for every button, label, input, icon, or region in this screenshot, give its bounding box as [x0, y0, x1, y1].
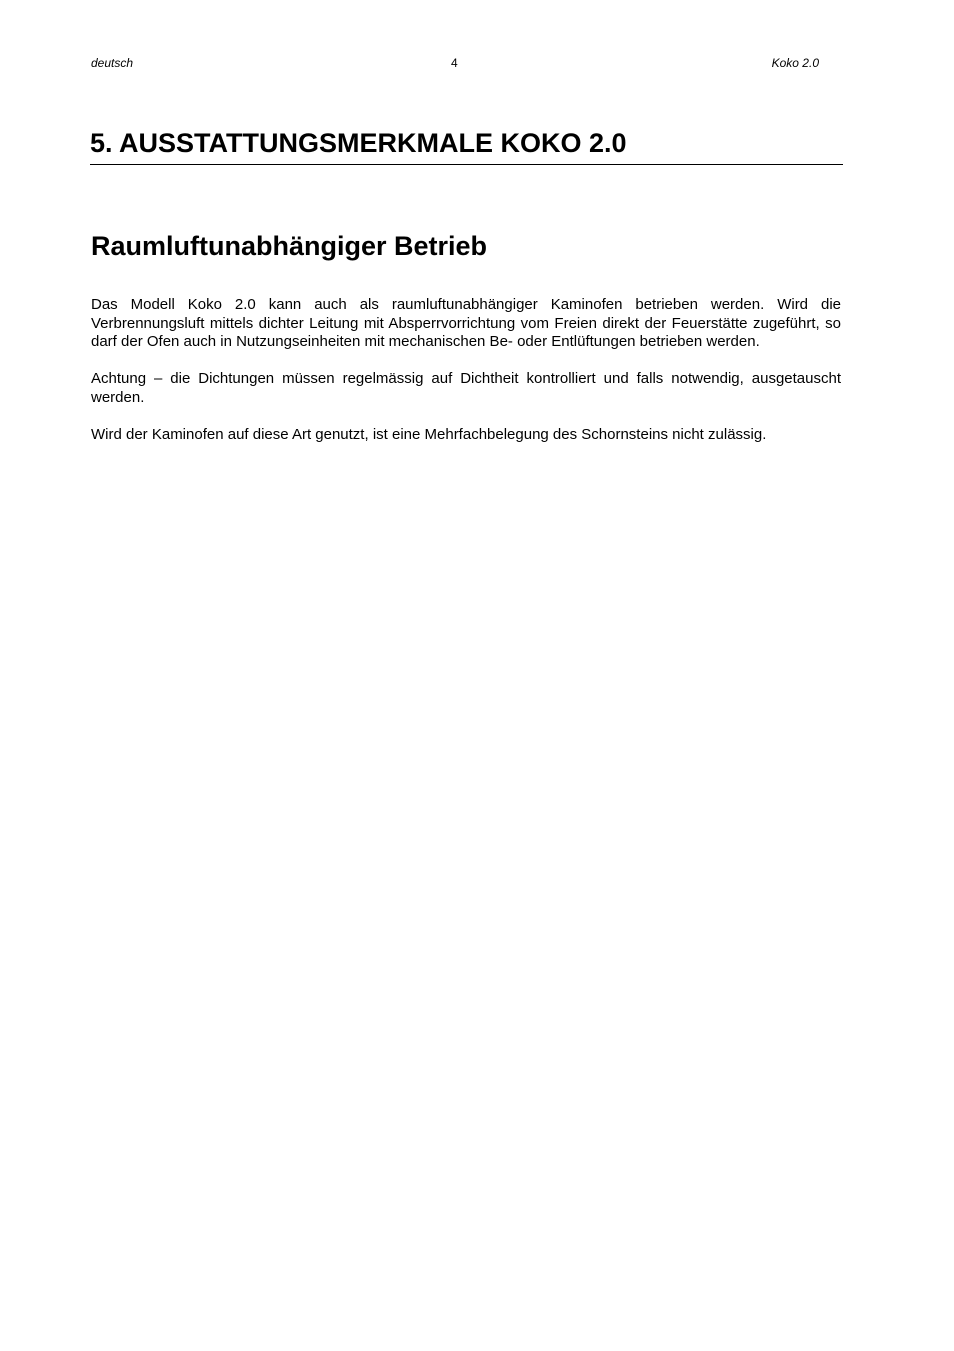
running-header [91, 56, 819, 72]
header-page-number: 4 [451, 56, 458, 70]
paragraph-operation: Das Modell Koko 2.0 kann auch als raumluftunabhängiger Kaminofen betrieben werden. Wird die Verbrennungsluft mittels dichter Leitung mit Absperrvorrichtung vom Freien direkt der Feuerstätte zugeführt, so darf der Ofen auch in Nutzungseinheiten mit mechanischen Be- oder Entlüftungen betrieben werden. [91, 296, 841, 350]
section-body [91, 296, 841, 463]
header-product: Koko 2.0 [771, 56, 819, 70]
header-language: deutsch [91, 56, 134, 70]
chapter-title: 5. AUSSTATTUNGSMERKMALE KOKO 2.0 [90, 126, 843, 165]
paragraph-warning: Achtung – die Dichtungen müssen regelmässig auf Dichtheit kontrolliert und falls notwendig, ausgetauscht werden. [91, 370, 841, 406]
paragraph-chimney: Wird der Kaminofen auf diese Art genutzt, ist eine Mehrfachbelegung des Schornsteins nicht zulässig. [91, 425, 767, 443]
section-title: Raumluftunabhängiger Betrieb [91, 231, 488, 261]
